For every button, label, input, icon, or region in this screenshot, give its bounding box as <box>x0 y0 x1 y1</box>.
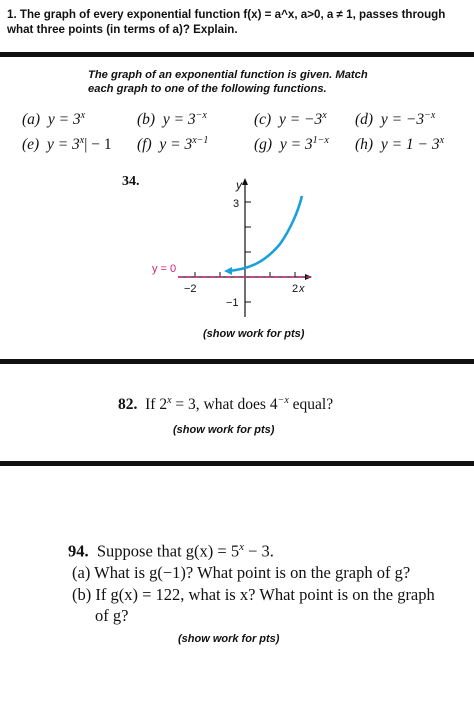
show-work-94: (show work for pts) <box>178 633 280 645</box>
problem-94-number: 94. <box>68 541 89 561</box>
show-work-82: (show work for pts) <box>173 424 275 436</box>
section-divider <box>0 52 474 57</box>
problem-34-number: 34. <box>122 174 140 189</box>
y-axis-arrow <box>242 178 248 185</box>
x-axis-label: x <box>299 283 305 295</box>
problem-94-line-1: 94. Suppose that $g(x) = 5^x - 3$. <box>68 541 274 561</box>
matching-instructions: The graph of an exponential function is given. Match each graph to one of the following functions. <box>88 69 368 95</box>
problem-94-part-a: (a) What is g(−1)? What point is on the graph of g? <box>72 563 411 582</box>
problem-82-number: 82. <box>118 396 138 414</box>
option-e: (e) $y = 3^x| - 1$ <box>22 135 112 154</box>
option-d: (d) $y = -3^{-x}$ <box>355 110 436 129</box>
option-a: (a) $y = 3^x$ <box>22 110 86 129</box>
section-divider <box>0 461 474 466</box>
option-h: (h) $y = 1 - 3^x$ <box>355 135 445 154</box>
show-work-34: (show work for pts) <box>203 328 305 340</box>
problem-94-part-b-cont: of g? <box>95 606 129 625</box>
problem-94-part-b: (b) If g(x) = 122, what is x? What point is on the graph <box>72 585 435 604</box>
option-f: (f) $y = 3^{x-1}$ <box>137 135 209 154</box>
tick-label-2: 2 <box>292 283 299 295</box>
exponential-graph <box>140 172 340 322</box>
option-b: (b) $y = 3^{-x}$ <box>137 110 207 129</box>
tick-label-neg1: −1 <box>226 297 239 309</box>
y-axis-label: y <box>236 178 242 192</box>
option-c: (c) $y = -3^x$ <box>254 110 327 129</box>
curve-arrowhead <box>224 267 232 275</box>
section-divider <box>0 359 474 364</box>
problem-82: 82. If $2^x = 3$, what does $4^{-x}$ equal? <box>118 395 334 414</box>
option-g: (g) $y = 3^{1-x}$ <box>254 135 329 154</box>
asymptote-label: y = 0 <box>152 263 177 275</box>
tick-label-3: 3 <box>233 198 240 210</box>
question-1-text: 1. The graph of every exponential function f(x) = a^x, a>0, a ≠ 1, passes through what three points (in terms of a)? Explain. <box>7 8 446 36</box>
tick-label-neg2: −2 <box>184 283 197 295</box>
